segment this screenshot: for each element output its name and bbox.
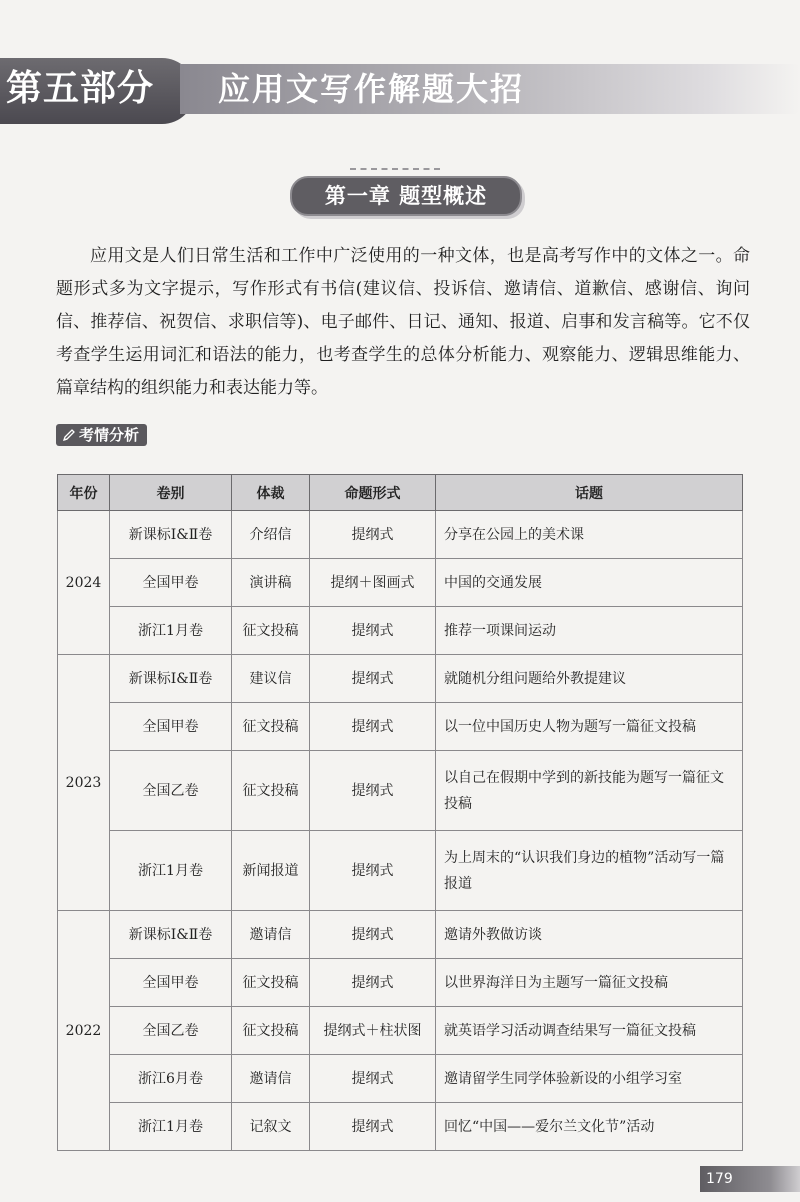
form-cell: 提纲式 <box>310 655 436 703</box>
year-cell: 2022 <box>58 911 110 1151</box>
topic-cell: 回忆“中国——爱尔兰文化节”活动 <box>436 1103 743 1151</box>
table-row <box>58 607 743 655</box>
table-row <box>58 655 743 703</box>
table-row <box>58 831 743 911</box>
genre-cell: 演讲稿 <box>232 559 310 607</box>
form-cell: 提纲式 <box>310 607 436 655</box>
form-cell: 提纲式＋柱状图 <box>310 1007 436 1055</box>
genre-cell: 邀请信 <box>232 911 310 959</box>
section-label-text: 考情分析 <box>79 426 140 444</box>
genre-cell: 建议信 <box>232 655 310 703</box>
chapter-heading <box>290 176 522 216</box>
topic-cell: 以世界海洋日为主题写一篇征文投稿 <box>436 959 743 1007</box>
paper-cell: 全国甲卷 <box>110 959 232 1007</box>
genre-cell: 记叙文 <box>232 1103 310 1151</box>
part-title: 应用文写作解题大招 <box>218 70 525 108</box>
genre-cell: 邀请信 <box>232 1055 310 1103</box>
form-cell: 提纲式 <box>310 1055 436 1103</box>
header-paper: 卷别 <box>110 475 232 511</box>
paper-cell: 新课标Ⅰ&Ⅱ卷 <box>110 911 232 959</box>
header-form: 命题形式 <box>310 475 436 511</box>
topic-cell: 推荐一项课间运动 <box>436 607 743 655</box>
table-row <box>58 1007 743 1055</box>
paper-cell: 全国乙卷 <box>110 1007 232 1055</box>
genre-cell: 征文投稿 <box>232 703 310 751</box>
form-cell: 提纲＋图画式 <box>310 559 436 607</box>
paper-cell: 浙江1月卷 <box>110 607 232 655</box>
form-cell: 提纲式 <box>310 831 436 911</box>
table-row <box>58 1055 743 1103</box>
table-row <box>58 1103 743 1151</box>
topic-cell: 就随机分组问题给外教提建议 <box>436 655 743 703</box>
genre-cell: 征文投稿 <box>232 607 310 655</box>
paper-cell: 浙江1月卷 <box>110 831 232 911</box>
header-topic: 话题 <box>436 475 743 511</box>
year-cell: 2024 <box>58 511 110 655</box>
header-genre: 体裁 <box>232 475 310 511</box>
form-cell: 提纲式 <box>310 1103 436 1151</box>
genre-cell: 征文投稿 <box>232 1007 310 1055</box>
table-row <box>58 911 743 959</box>
page-number: 179 <box>706 1171 733 1187</box>
form-cell: 提纲式 <box>310 911 436 959</box>
year-cell: 2023 <box>58 655 110 911</box>
paper-cell: 全国乙卷 <box>110 751 232 831</box>
topic-cell: 邀请外教做访谈 <box>436 911 743 959</box>
topic-cell: 就英语学习活动调查结果写一篇征文投稿 <box>436 1007 743 1055</box>
chapter-title: 第一章 题型概述 <box>324 184 488 208</box>
paper-cell: 全国甲卷 <box>110 559 232 607</box>
topic-cell: 邀请留学生同学体验新设的小组学习室 <box>436 1055 743 1103</box>
header-year: 年份 <box>58 475 110 511</box>
topic-cell: 分享在公园上的美术课 <box>436 511 743 559</box>
topic-cell: 以一位中国历史人物为题写一篇征文投稿 <box>436 703 743 751</box>
form-cell: 提纲式 <box>310 511 436 559</box>
genre-cell: 新闻报道 <box>232 831 310 911</box>
paper-cell: 浙江1月卷 <box>110 1103 232 1151</box>
topic-cell: 中国的交通发展 <box>436 559 743 607</box>
form-cell: 提纲式 <box>310 751 436 831</box>
table-row <box>58 751 743 831</box>
table-row <box>58 959 743 1007</box>
paper-cell: 新课标Ⅰ&Ⅱ卷 <box>110 655 232 703</box>
topic-cell: 为上周末的“认识我们身边的植物”活动写一篇报道 <box>436 831 743 911</box>
exam-analysis-table <box>57 474 743 1151</box>
genre-cell: 征文投稿 <box>232 751 310 831</box>
pencil-icon <box>62 428 76 442</box>
paper-cell: 全国甲卷 <box>110 703 232 751</box>
part-label: 第五部分 <box>6 68 155 109</box>
genre-cell: 介绍信 <box>232 511 310 559</box>
table-header-row <box>58 475 743 511</box>
table-row <box>58 511 743 559</box>
genre-cell: 征文投稿 <box>232 959 310 1007</box>
chapter-decoration <box>350 168 440 170</box>
form-cell: 提纲式 <box>310 703 436 751</box>
table-row <box>58 703 743 751</box>
paper-cell: 浙江6月卷 <box>110 1055 232 1103</box>
section-label <box>56 424 147 446</box>
form-cell: 提纲式 <box>310 959 436 1007</box>
topic-cell: 以自己在假期中学到的新技能为题写一篇征文投稿 <box>436 751 743 831</box>
table-row <box>58 559 743 607</box>
intro-paragraph: 应用文是人们日常生活和工作中广泛使用的一种文体，也是高考写作中的文体之一。命题形式多为文字提示，写作形式有书信(建议信、投诉信、邀请信、道歉信、感谢信、询问信、推荐信、祝贺信、求职信等)、电子邮件、日记、通知、报道、启事和发言稿等。它不仅考查学生运用词汇和语法的能力，也考查学生的总体分析能力、观察能力、逻辑思维能力、篇章结构的组织能力和表达能力等。 <box>56 246 750 398</box>
paper-cell: 新课标Ⅰ&Ⅱ卷 <box>110 511 232 559</box>
